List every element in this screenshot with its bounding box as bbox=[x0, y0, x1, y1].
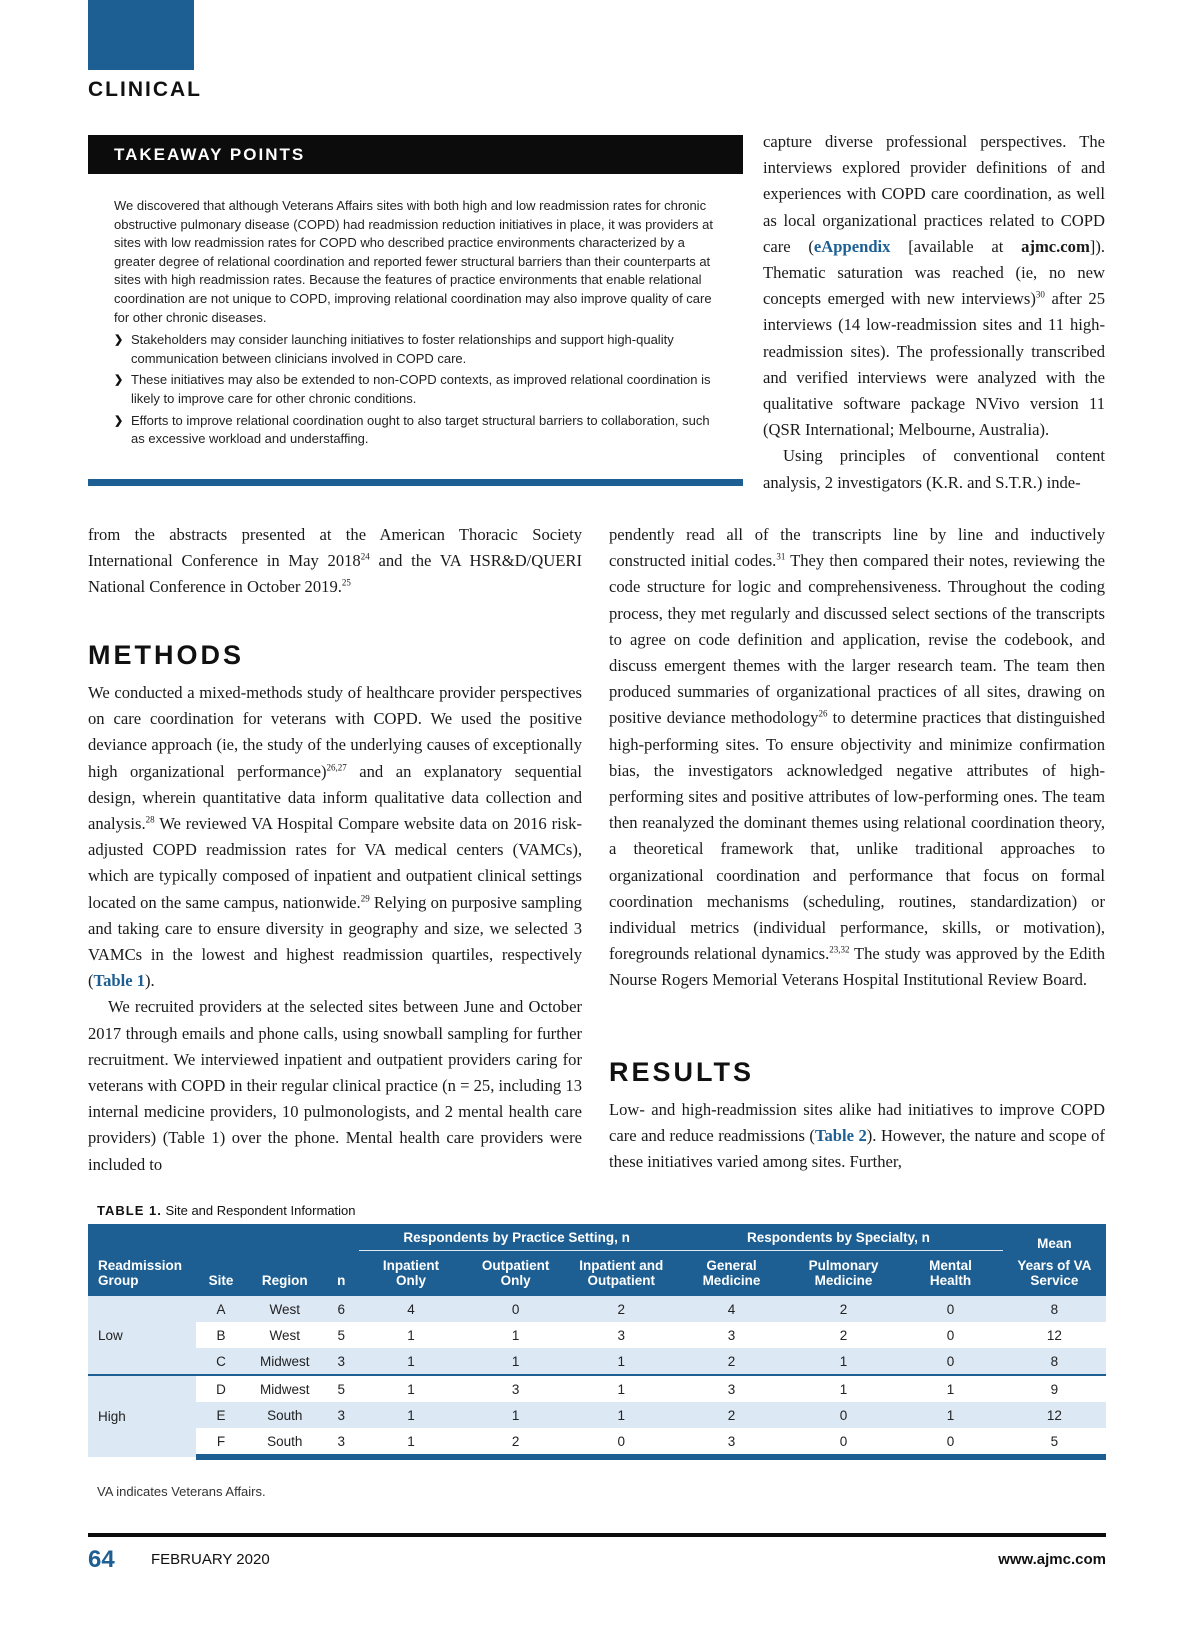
table-caption-label: TABLE 1. bbox=[97, 1203, 162, 1218]
paragraph: We recruited providers at the selected sites between June and October 2017 through emails and phone calls, using snowball sampling for further recruitment. We interviewed inpatient and outpatient providers caring for veterans with COPD in their regular clinical practice (n = 25, including 13 internal medicine providers, 10 pulmonologists, and 2 mental health care providers) (Table 1) over the phone. Mental health care providers were included to bbox=[88, 997, 582, 1174]
paragraph bbox=[609, 522, 1105, 994]
table-2-link[interactable]: Table 2 bbox=[814, 1126, 867, 1146]
journal-url[interactable]: www.ajmc.com bbox=[998, 1551, 1106, 1568]
table-cell: 3 bbox=[323, 1428, 359, 1457]
left-column-methods bbox=[88, 680, 582, 1178]
table-row bbox=[88, 1428, 1106, 1457]
table-cell: West bbox=[269, 1327, 300, 1343]
pulmonary-medicine-header-line2: Medicine bbox=[789, 1273, 898, 1296]
site-respondent-table bbox=[88, 1224, 1106, 1460]
text-run: Using principles of conventional content analysis, 2 investigators (K.R. and S.T.R.) inde- bbox=[763, 446, 1105, 492]
paragraph bbox=[88, 680, 582, 994]
group-cell-low: Low bbox=[88, 1296, 196, 1375]
table-cell: 1 bbox=[407, 1327, 415, 1343]
citation: 26,27 bbox=[326, 762, 347, 773]
table-cell: 2 bbox=[839, 1327, 848, 1343]
table-cell: 1 bbox=[359, 1375, 463, 1402]
table-cell: 8 bbox=[1003, 1296, 1106, 1322]
text-run: They then compared their notes, reviewing the code structure for logic and comprehensiveness. Throughout the coding process, they met regularly and discussed select sections of the transcripts to agree on code definition and application, revise the codebook, and discuss emergent themes with the larger research team. The team then produced summaries of organizational practices of all sites, drawing on positive deviance methodology bbox=[609, 551, 1105, 728]
takeaway-bullet bbox=[114, 371, 718, 408]
citation: 29 bbox=[360, 893, 370, 904]
table-cell: 3 bbox=[323, 1402, 359, 1428]
table-cell: 12 bbox=[1003, 1402, 1106, 1428]
mean-years-header-line3: Service bbox=[1003, 1273, 1106, 1296]
text-run: The study was approved by the Edith Nourse Rogers Memorial Veterans Hospital Institutional Review Board. bbox=[609, 944, 1105, 990]
citation: 25 bbox=[341, 577, 351, 588]
table-cell: B bbox=[216, 1327, 226, 1343]
table-cell: 3 bbox=[727, 1327, 736, 1343]
pulmonary-medicine-header-line1: Pulmonary bbox=[789, 1251, 898, 1274]
table-cell: 9 bbox=[1003, 1375, 1106, 1402]
general-medicine-header-line2: Medicine bbox=[674, 1273, 789, 1296]
mean-years-header-line1: Mean bbox=[1003, 1224, 1106, 1251]
takeaway-bottom-rule bbox=[88, 479, 743, 486]
paragraph bbox=[763, 443, 1105, 495]
specialty-group-header: Respondents by Specialty, n bbox=[674, 1224, 1003, 1251]
table-row bbox=[88, 1348, 1106, 1375]
results-heading: RESULTS bbox=[609, 1057, 755, 1087]
table-cell: 2 bbox=[568, 1296, 674, 1322]
table-cell: Midwest bbox=[246, 1375, 323, 1402]
table-cell: South bbox=[246, 1428, 323, 1457]
right-column-methods bbox=[609, 522, 1105, 994]
table-cell: 0 bbox=[789, 1402, 898, 1428]
table-cell: 2 bbox=[674, 1402, 789, 1428]
table-header-spacer bbox=[246, 1251, 323, 1274]
text-run: ]). Thematic saturation was reached (ie, no new concepts emerged with new interviews) bbox=[763, 236, 1105, 309]
paragraph bbox=[88, 522, 582, 601]
table-cell: 3 bbox=[617, 1327, 626, 1343]
general-medicine-header-line1: General bbox=[674, 1251, 789, 1274]
takeaway-body bbox=[114, 197, 718, 452]
chevron-right-icon: ❯ bbox=[114, 374, 124, 387]
inpatient-only-header-line1: Inpatient bbox=[359, 1251, 463, 1274]
table-cell: 2 bbox=[789, 1296, 898, 1322]
takeaway-title-bar bbox=[88, 135, 743, 174]
table-cell: West bbox=[246, 1296, 323, 1322]
issue-date: FEBRUARY 2020 bbox=[151, 1551, 270, 1568]
inpatient-only-header-line2: Only bbox=[359, 1273, 463, 1296]
table-cell: 5 bbox=[323, 1375, 359, 1402]
left-column-intro bbox=[88, 522, 582, 601]
table-1-link[interactable]: Table 1 bbox=[93, 971, 146, 991]
table-header-spacer bbox=[246, 1224, 323, 1251]
readmission-group-header-line1: Readmission bbox=[88, 1251, 196, 1274]
practice-setting-group-header: Respondents by Practice Setting, n bbox=[359, 1224, 674, 1251]
table-header-spacer bbox=[196, 1224, 246, 1251]
right-column-results bbox=[609, 1097, 1105, 1176]
text-run: pendently read all of the transcripts line by line and inductively constructed initial codes. bbox=[609, 525, 1105, 571]
table-cell: 1 bbox=[359, 1348, 463, 1375]
takeaway-bullet-text: Efforts to improve relational coordination ought to also target structural barriers to collaboration, such as excessive workload and understaffing. bbox=[131, 412, 710, 447]
mental-health-header-line2: Health bbox=[898, 1273, 1003, 1296]
header-color-block bbox=[88, 0, 194, 70]
takeaway-bullet bbox=[114, 331, 718, 368]
citation: 24 bbox=[360, 551, 370, 562]
table-cell: 0 bbox=[898, 1296, 1003, 1322]
takeaway-intro: We discovered that although Veterans Affairs sites with both high and low readmission rates for chronic obstructive pulmonary disease (COPD) had readmission reduction initiatives in place, it was providers at sites with low readmission rates for COPD who described practice environments characterized by a greater degree of relational coordination and reported fewer structural barriers than their counterparts at sites with high readmission rates. Because the features of practice environments that enable relational coordination are not unique to COPD, improving relational coordination may also improve quality of care for other chronic diseases. bbox=[114, 198, 713, 325]
eappendix-link[interactable]: eAppendix bbox=[813, 236, 891, 256]
text-run: [available at bbox=[890, 236, 1022, 256]
citation: 28 bbox=[145, 814, 155, 825]
right-column-top bbox=[763, 129, 1105, 496]
text-run: We reviewed VA Hospital Compare website data on 2016 risk-adjusted COPD readmission rates for VA medical centers (VAMCs), which are typically composed of inpatient and outpatient clinical settings located on the same campus, nationwide. bbox=[88, 814, 582, 912]
table-cell: 2 bbox=[463, 1428, 569, 1457]
table-cell: 0 bbox=[898, 1428, 1003, 1457]
table-cell: 3 bbox=[674, 1428, 789, 1457]
inpatient-outpatient-header-line1: Inpatient and bbox=[568, 1251, 674, 1274]
table-cell: 4 bbox=[674, 1296, 789, 1322]
text-run: ). However, the nature and scope of these initiatives varied among sites. Further, bbox=[609, 1126, 1105, 1172]
table-row bbox=[88, 1375, 1106, 1402]
table-cell: 1 bbox=[568, 1375, 674, 1402]
table-cell: 3 bbox=[323, 1348, 359, 1375]
takeaway-bullet-text: These initiatives may also be extended to non-COPD contexts, as improved relational coordination is likely to improve care for other chronic conditions. bbox=[131, 372, 711, 406]
table-cell: 3 bbox=[674, 1375, 789, 1402]
table-cell: D bbox=[196, 1375, 246, 1402]
table-cell: 0 bbox=[789, 1428, 898, 1457]
table-cell: 1 bbox=[789, 1375, 898, 1402]
table-row bbox=[88, 1296, 1106, 1322]
n-header: n bbox=[323, 1273, 359, 1296]
text-run: ). bbox=[145, 971, 155, 991]
inpatient-outpatient-header-line2: Outpatient bbox=[568, 1273, 674, 1296]
table-cell: Midwest bbox=[246, 1348, 323, 1375]
takeaway-bullet-text: Stakeholders may consider launching initiatives to foster relationships and support high-quality communication between clinicians involved in COPD care. bbox=[131, 332, 674, 366]
region-header: Region bbox=[246, 1273, 323, 1296]
table-cell: F bbox=[196, 1428, 246, 1457]
text-run: capture diverse professional perspectives. The interviews explored provider definitions of and experiences with COPD care coordination, as well as local organizational practices related to COPD care ( bbox=[763, 132, 1105, 256]
table-cell: 1 bbox=[789, 1348, 898, 1375]
table-cell: 1 bbox=[359, 1428, 463, 1457]
text-run: after 25 interviews (14 low-readmission sites and 11 high-readmission sites). The professionally transcribed and verified interviews were analyzed with the qualitative software package NVivo version 11 (QSR International; Melbourne, Australia). bbox=[763, 289, 1105, 440]
table-cell: 1 bbox=[568, 1348, 674, 1375]
table-footnote: VA indicates Veterans Affairs. bbox=[97, 1484, 266, 1499]
journal-site-ref: ajmc.com bbox=[1021, 236, 1090, 256]
text-run: from the abstracts presented at the American Thoracic Society International Conference in May 2018 bbox=[88, 525, 582, 571]
readmission-group-header-line2: Group bbox=[88, 1273, 196, 1296]
table-caption-text: Site and Respondent Information bbox=[161, 1203, 356, 1218]
text-run: to determine practices that distinguished high-performing sites. To ensure objectivity and minimize confirmation bias, the investigators acknowledged negative attributes of high-performing sites and positive attributes of low-performing ones. The team then reanalyzed the dominant themes using relational coordination theory, a theoretical framework that, unlike traditional approaches to organizational coordination and performance that focus on formal coordination mechanisms (scheduling, routines, standardization) or individual metrics (individual performance, skills, or motivation), foregrounds relational dynamics. bbox=[609, 708, 1106, 964]
group-cell-high: High bbox=[88, 1375, 196, 1457]
table-cell: 0 bbox=[463, 1296, 569, 1322]
table-cell: 2 bbox=[674, 1348, 789, 1375]
text-run: Low- and high-readmission sites alike had initiatives to improve COPD care and reduce readmissions ( bbox=[609, 1100, 1105, 1146]
table-row bbox=[88, 1402, 1106, 1428]
citation: 30 bbox=[1035, 289, 1045, 300]
table-cell: 0 bbox=[898, 1348, 1003, 1375]
chevron-right-icon: ❯ bbox=[114, 414, 124, 427]
table-cell: 1 bbox=[511, 1327, 520, 1343]
table-cell: 6 bbox=[323, 1296, 359, 1322]
table-cell: 1 bbox=[898, 1375, 1003, 1402]
citation: 31 bbox=[776, 551, 786, 562]
outpatient-only-header-line1: Outpatient bbox=[463, 1251, 569, 1274]
table-cell: 8 bbox=[1003, 1348, 1106, 1375]
takeaway-title: TAKEAWAY POINTS bbox=[114, 145, 306, 164]
paragraph bbox=[763, 129, 1105, 443]
table-header-spacer bbox=[323, 1251, 359, 1274]
mental-health-header-line1: Mental bbox=[898, 1251, 1003, 1274]
outpatient-only-header-line2: Only bbox=[463, 1273, 569, 1296]
paragraph bbox=[609, 1097, 1105, 1176]
takeaway-bullet bbox=[114, 412, 718, 449]
chevron-right-icon: ❯ bbox=[114, 334, 124, 347]
page-number: 64 bbox=[88, 1546, 115, 1573]
methods-heading: METHODS bbox=[88, 640, 244, 670]
mean-years-header-line2: Years of VA bbox=[1003, 1251, 1106, 1274]
table-cell: A bbox=[196, 1296, 246, 1322]
table-cell: E bbox=[196, 1402, 246, 1428]
table-cell: 1 bbox=[359, 1402, 463, 1428]
text-run: We conducted a mixed-methods study of healthcare provider perspectives on care coordination for veterans with COPD. We used the positive deviance approach (ie, the study of the underlying causes of exceptionally high organizational performance) bbox=[88, 683, 582, 781]
table-row bbox=[88, 1322, 1106, 1348]
site-header: Site bbox=[196, 1273, 246, 1296]
table-cell: C bbox=[196, 1348, 246, 1375]
section-label: CLINICAL bbox=[88, 78, 202, 101]
text-run: Relying on purposive sampling and taking care to ensure diversity in geography and size, we selected 3 VAMCs in the lowest and highest readmission quartiles, respectively ( bbox=[88, 892, 582, 991]
table-header-spacer bbox=[323, 1224, 359, 1251]
table-caption bbox=[97, 1203, 356, 1218]
table-cell: 12 bbox=[1046, 1327, 1062, 1343]
table-cell: 5 bbox=[1003, 1428, 1106, 1457]
text-run: and an explanatory sequential design, wherein quantitative data inform qualitative data collection and analysis. bbox=[88, 761, 582, 834]
citation: 23,32 bbox=[829, 944, 850, 955]
table-cell: 1 bbox=[463, 1402, 569, 1428]
table-cell: 1 bbox=[463, 1348, 569, 1375]
table-cell: 4 bbox=[359, 1296, 463, 1322]
table-cell: 3 bbox=[463, 1375, 569, 1402]
footer-rule bbox=[88, 1533, 1106, 1537]
table-cell: 1 bbox=[898, 1402, 1003, 1428]
table-cell: 1 bbox=[568, 1402, 674, 1428]
table-cell: South bbox=[246, 1402, 323, 1428]
citation: 26 bbox=[818, 708, 828, 719]
table-header-spacer bbox=[196, 1251, 246, 1274]
table-cell: 0 bbox=[946, 1327, 955, 1343]
takeaway-bullet-list bbox=[114, 331, 718, 449]
table-cell: 0 bbox=[568, 1428, 674, 1457]
table-header-spacer bbox=[88, 1224, 196, 1251]
table-cell: 5 bbox=[337, 1327, 345, 1343]
text-run: and the VA HSR&D/QUERI National Conference in October 2019. bbox=[88, 551, 582, 597]
